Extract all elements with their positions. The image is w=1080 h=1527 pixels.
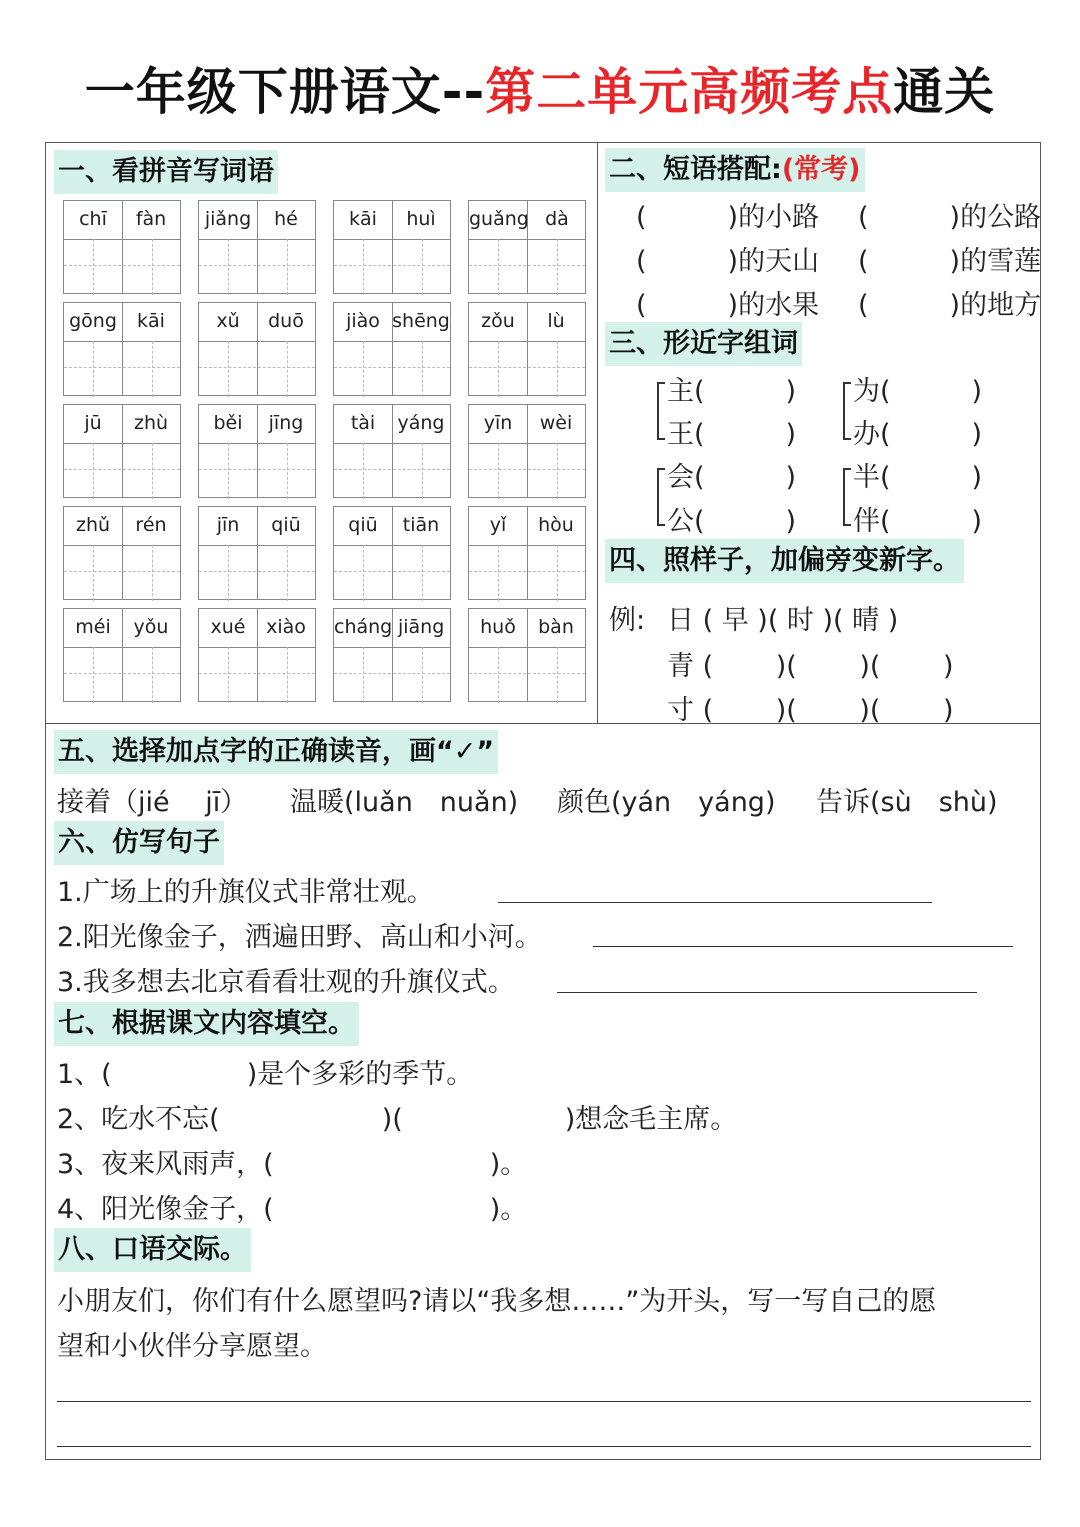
pinyin-syllable: xué (210, 616, 246, 638)
grid-guide-line (334, 571, 450, 572)
pinyin-cell (198, 506, 316, 600)
grid-guide-line (527, 405, 528, 497)
pinyin-syllable: gōng (69, 310, 117, 332)
pinyin-syllable: tiān (402, 514, 440, 536)
grid-guide-line (363, 443, 364, 499)
prompt-line: 望和小伙伴分享愿望。 (57, 1331, 327, 1362)
grid-guide-line (287, 341, 288, 397)
grid-guide-line (122, 303, 123, 395)
radical-row: 寸 ( )( )( ) (667, 695, 954, 726)
section-6-title: 六、仿写句子 (54, 821, 224, 865)
grid-guide-line (228, 545, 229, 601)
grid-guide-line (199, 571, 315, 572)
grid-guide-line (527, 507, 528, 599)
pinyin-cell (333, 200, 451, 294)
pinyin-syllable: yáng (397, 412, 445, 434)
pinyin-cell (468, 302, 586, 396)
grid-guide-line (122, 201, 123, 293)
section-7-title: 七、根据课文内容填空。 (54, 1002, 359, 1046)
pinyin-cell (63, 506, 181, 600)
grid-guide-line (122, 507, 123, 599)
page-title: 一年级下册语文--第二单元高频考点通关 (84, 63, 996, 121)
similar-char-item: 会( ) (667, 462, 797, 493)
pinyin-syllable: xiào (266, 616, 306, 638)
pinyin-syllable: tài (350, 412, 376, 434)
example-label: 例: (609, 605, 646, 636)
grid-guide-line (122, 405, 123, 497)
grid-guide-line (498, 239, 499, 295)
grid-guide-line (363, 341, 364, 397)
grid-guide-line (422, 647, 423, 703)
grid-guide-line (498, 647, 499, 703)
grid-guide-line (287, 443, 288, 499)
similar-char-item: 主( ) (667, 376, 797, 407)
phrase-item: ( )的公路 (858, 202, 1042, 233)
pinyin-syllable: běi (213, 412, 243, 434)
grid-guide-line (392, 303, 393, 395)
similar-char-item: 伴( ) (853, 506, 983, 537)
grid-guide-line (257, 507, 258, 599)
pinyin-cell (333, 404, 451, 498)
pinyin-cell (333, 302, 451, 396)
writing-line (57, 1401, 1031, 1402)
section-2-title: 二、短语搭配:(常考) (605, 148, 865, 192)
fill-item: 1、( )是个多彩的季节。 (57, 1059, 474, 1090)
grid-guide-line (199, 265, 315, 266)
grid-guide-line (469, 571, 585, 572)
grid-guide-line (392, 609, 393, 701)
pinyin-syllable: jīng (268, 412, 304, 434)
section-4-title: 四、照样子，加偏旁变新字。 (605, 539, 964, 583)
pinyin-syllable: qiū (271, 514, 301, 536)
grid-guide-line (199, 367, 315, 368)
pinyin-syllable: jū (84, 412, 102, 434)
sentence-item: 2.阳光像金子，洒遍田野、高山和小河。 (57, 922, 542, 953)
pinyin-cell (198, 302, 316, 396)
grid-guide-line (557, 443, 558, 499)
sentence-item: 3.我多想去北京看看壮观的升旗仪式。 (57, 967, 515, 998)
pinyin-syllable: chī (79, 208, 107, 230)
pinyin-syllable: dà (545, 208, 569, 230)
grid-guide-line (363, 545, 364, 601)
reading-item: 颜色(yán yáng) (557, 787, 776, 818)
grid-guide-line (287, 545, 288, 601)
pinyin-cell (198, 608, 316, 702)
grid-guide-line (152, 545, 153, 601)
reading-item: 告诉(sù shù) (816, 787, 998, 818)
grid-guide-line (422, 239, 423, 295)
grid-guide-line (334, 673, 450, 674)
pinyin-syllable: jiāng (397, 616, 445, 638)
grid-guide-line (228, 239, 229, 295)
grid-guide-line (469, 367, 585, 368)
pinyin-cell (468, 608, 586, 702)
grid-guide-line (199, 673, 315, 674)
section-8-title: 八、口语交际。 (54, 1228, 251, 1272)
pinyin-cell (333, 506, 451, 600)
grid-guide-line (422, 545, 423, 601)
sentence-item: 1.广场上的升旗仪式非常壮观。 (57, 877, 434, 908)
phrase-item: ( )的水果 (636, 290, 820, 321)
pinyin-syllable: huì (406, 208, 436, 230)
reading-item: 接着（jié jī） (57, 787, 248, 818)
prompt-line: 小朋友们，你们有什么愿望吗?请以“我多想……”为开头，写一写自己的愿 (57, 1286, 937, 1317)
answer-line (593, 946, 1013, 947)
grid-guide-line (527, 303, 528, 395)
bracket (843, 468, 851, 526)
grid-guide-line (557, 341, 558, 397)
grid-guide-line (64, 571, 180, 572)
pinyin-syllable: jiào (346, 310, 380, 332)
grid-guide-line (64, 367, 180, 368)
pinyin-syllable: wèi (539, 412, 573, 434)
grid-guide-line (257, 405, 258, 497)
similar-char-item: 为( ) (853, 376, 983, 407)
pinyin-cell (63, 404, 181, 498)
pinyin-cell (198, 404, 316, 498)
grid-guide-line (122, 609, 123, 701)
grid-guide-line (64, 265, 180, 266)
pinyin-syllable: xǔ (216, 310, 240, 332)
grid-guide-line (422, 341, 423, 397)
grid-guide-line (257, 303, 258, 395)
pinyin-syllable: zhǔ (75, 514, 111, 536)
pinyin-syllable: kāi (137, 310, 165, 332)
grid-guide-line (527, 609, 528, 701)
radical-row: 青 ( )( )( ) (667, 651, 954, 682)
grid-guide-line (469, 673, 585, 674)
pinyin-syllable: fàn (135, 208, 167, 230)
pinyin-syllable: duō (268, 310, 304, 332)
pinyin-syllable: kāi (349, 208, 377, 230)
answer-line (498, 902, 932, 903)
grid-guide-line (152, 443, 153, 499)
grid-guide-line (287, 647, 288, 703)
grid-guide-line (363, 647, 364, 703)
pinyin-syllable: yǐ (489, 514, 507, 536)
pinyin-syllable: lù (547, 310, 565, 332)
grid-guide-line (228, 443, 229, 499)
grid-guide-line (469, 469, 585, 470)
grid-guide-line (287, 239, 288, 295)
pinyin-syllable: hòu (538, 514, 574, 536)
similar-char-item: 公( ) (667, 506, 797, 537)
grid-guide-line (469, 265, 585, 266)
grid-guide-line (228, 341, 229, 397)
pinyin-syllable: zhù (133, 412, 169, 434)
similar-char-item: 半( ) (853, 462, 983, 493)
pinyin-cell (468, 506, 586, 600)
grid-guide-line (392, 405, 393, 497)
phrase-item: ( )的小路 (636, 202, 820, 233)
grid-guide-line (557, 239, 558, 295)
grid-guide-line (93, 239, 94, 295)
grid-guide-line (334, 367, 450, 368)
fill-item: 4、阳光像金子，( )。 (57, 1194, 528, 1225)
pinyin-syllable: qiū (348, 514, 378, 536)
grid-guide-line (498, 443, 499, 499)
pinyin-cell (333, 608, 451, 702)
grid-guide-line (93, 647, 94, 703)
pinyin-syllable: shēng (392, 310, 450, 332)
divider-vertical (597, 142, 598, 724)
writing-line (57, 1446, 1031, 1447)
pinyin-cell (63, 302, 181, 396)
phrase-item: ( )的地方 (858, 290, 1042, 321)
pinyin-syllable: hé (274, 208, 298, 230)
answer-line (557, 992, 977, 993)
grid-guide-line (152, 647, 153, 703)
section-5-title: 五、选择加点字的正确读音，画“✓” (54, 730, 498, 774)
phrase-item: ( )的雪莲 (858, 246, 1042, 277)
grid-guide-line (228, 647, 229, 703)
fill-item: 2、吃水不忘( )( )想念毛主席。 (57, 1104, 738, 1135)
pinyin-syllable: yīn (483, 412, 513, 434)
grid-guide-line (334, 265, 450, 266)
pinyin-syllable: méi (75, 616, 111, 638)
grid-guide-line (557, 545, 558, 601)
bracket (657, 468, 665, 526)
pinyin-cell (63, 200, 181, 294)
pinyin-cell (63, 608, 181, 702)
bracket (657, 382, 665, 440)
section-3-title: 三、形近字组词 (605, 322, 802, 366)
pinyin-syllable: huǒ (480, 616, 516, 638)
grid-guide-line (93, 443, 94, 499)
grid-guide-line (64, 673, 180, 674)
fill-item: 3、夜来风雨声，( )。 (57, 1149, 528, 1180)
grid-guide-line (93, 341, 94, 397)
grid-guide-line (93, 545, 94, 601)
grid-guide-line (363, 239, 364, 295)
pinyin-cell (198, 200, 316, 294)
grid-guide-line (64, 469, 180, 470)
bracket (843, 382, 851, 440)
reading-item: 温暖(luǎn nuǎn) (290, 787, 519, 818)
similar-char-item: 办( ) (853, 419, 983, 450)
phrase-item: ( )的天山 (636, 246, 820, 277)
section-1-title: 一、看拼音写词语 (54, 150, 278, 194)
grid-guide-line (498, 341, 499, 397)
pinyin-syllable: cháng (334, 616, 393, 638)
grid-guide-line (498, 545, 499, 601)
similar-char-item: 王( ) (667, 419, 797, 450)
grid-guide-line (199, 469, 315, 470)
pinyin-syllable: bàn (538, 616, 574, 638)
grid-guide-line (392, 201, 393, 293)
pinyin-syllable: yǒu (133, 616, 169, 638)
grid-guide-line (422, 443, 423, 499)
pinyin-cell (468, 200, 586, 294)
grid-guide-line (527, 201, 528, 293)
grid-guide-line (557, 647, 558, 703)
pinyin-cell (468, 404, 586, 498)
grid-guide-line (257, 609, 258, 701)
grid-guide-line (334, 469, 450, 470)
grid-guide-line (392, 507, 393, 599)
grid-guide-line (257, 201, 258, 293)
pinyin-syllable: guǎng (469, 208, 529, 230)
grid-guide-line (152, 239, 153, 295)
pinyin-syllable: jīn (216, 514, 240, 536)
pinyin-syllable: rén (135, 514, 167, 536)
radical-row: 日 ( 早 )( 时 )( 晴 ) (667, 605, 899, 636)
pinyin-syllable: zǒu (481, 310, 515, 332)
pinyin-syllable: jiǎng (204, 208, 252, 230)
grid-guide-line (152, 341, 153, 397)
